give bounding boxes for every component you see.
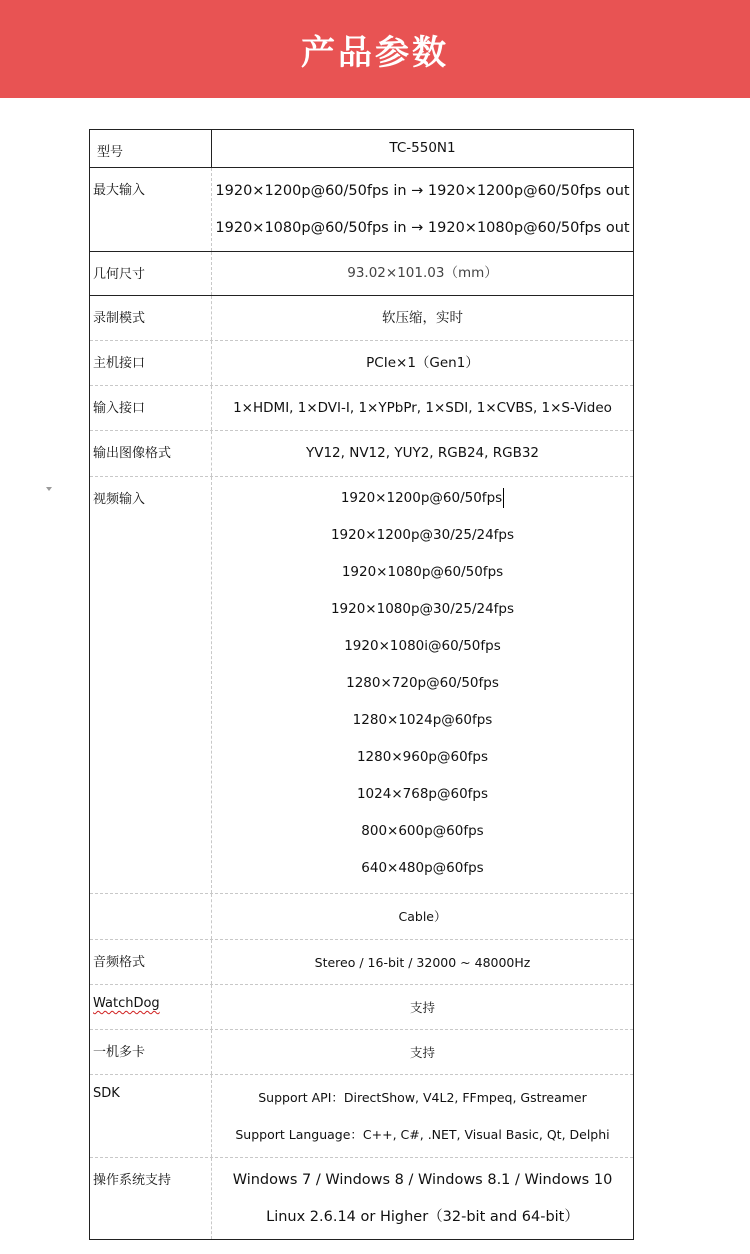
row-host-interface xyxy=(90,340,633,385)
row-value xyxy=(212,1158,633,1239)
row-value xyxy=(212,1030,633,1074)
row-label: 音频格式 xyxy=(90,940,212,984)
value-line: YV12, NV12, YUY2, RGB24, RGB32 xyxy=(305,445,540,461)
row-audio-format xyxy=(90,939,633,984)
value-line: Stereo / 16-bit / 32000 ~ 48000Hz xyxy=(314,954,531,970)
row-recording-mode xyxy=(90,295,633,340)
row-label: 输入接口 xyxy=(90,386,212,430)
row-label: 几何尺寸 xyxy=(90,252,212,295)
value-line: 1920×1080i@60/50fps xyxy=(344,638,501,654)
value-line: 支持 xyxy=(409,999,435,1015)
value-line: 1920×1080p@30/25/24fps xyxy=(330,601,515,617)
value-line: 1024×768p@60fps xyxy=(356,786,489,802)
row-label: 主机接口 xyxy=(90,341,212,385)
row-value xyxy=(212,431,633,476)
value-line: Cable） xyxy=(398,909,447,924)
row-value xyxy=(212,985,633,1029)
value-line: 1×HDMI, 1×DVI-I, 1×YPbPr, 1×SDI, 1×CVBS, 1×S-Video xyxy=(233,399,612,416)
row-multi-card xyxy=(90,1029,633,1074)
row-value xyxy=(212,341,633,385)
row-max-input xyxy=(90,167,633,251)
row-value xyxy=(212,1075,633,1157)
page-title: 产品参数 xyxy=(301,32,449,73)
row-value xyxy=(212,130,633,167)
value-line xyxy=(341,480,504,517)
row-video-input xyxy=(90,476,633,893)
spec-table xyxy=(89,129,634,1240)
row-input-interface xyxy=(90,385,633,430)
row-label: 录制模式 xyxy=(90,296,212,340)
row-value xyxy=(212,296,633,340)
row-label: 操作系统支持 xyxy=(90,1158,212,1239)
value-line: 支持 xyxy=(409,1044,435,1060)
row-model xyxy=(90,130,633,167)
value-line: 640×480p@60fps xyxy=(361,860,484,876)
value-line: 1280×1024p@60fps xyxy=(352,712,493,728)
row-label: 最大输入 xyxy=(90,168,212,251)
value-line: 1920×1200p@30/25/24fps xyxy=(330,527,515,543)
value-line: Windows 7 / Windows 8 / Windows 8.1 / Windows 10 xyxy=(232,1171,613,1188)
value-line: PCIe×1（Gen1） xyxy=(366,354,479,371)
value-line: 软压缩，实时 xyxy=(382,309,463,326)
row-value xyxy=(212,940,633,984)
value-line: TC-550N1 xyxy=(389,140,456,156)
text-cursor xyxy=(503,488,504,508)
row-value xyxy=(212,252,633,295)
value-line: 1920×1080p@60/50fps xyxy=(341,564,504,580)
row-value xyxy=(212,386,633,430)
row-value xyxy=(212,894,633,939)
row-label: SDK xyxy=(90,1075,212,1157)
header-banner xyxy=(0,0,750,98)
row-label: 型号 xyxy=(90,130,212,167)
value-line: 1920×1080p@60/50fps in → 1920×1080p@60/50fps out xyxy=(215,219,630,236)
row-label: 一机多卡 xyxy=(90,1030,212,1074)
value-line: Support Language：C++, C#, .NET, Visual Basic, Qt, Delphi xyxy=(235,1127,610,1142)
row-label: 视频输入 xyxy=(90,477,212,893)
value-line: 800×600p@60fps xyxy=(361,823,484,839)
row-output-format xyxy=(90,430,633,476)
row-value xyxy=(212,168,633,251)
value-line: 93.02×101.03（mm） xyxy=(347,265,498,281)
row-cable xyxy=(90,893,633,939)
row-watchdog xyxy=(90,984,633,1029)
row-os-support xyxy=(90,1157,633,1239)
value-line: 1280×960p@60fps xyxy=(356,749,489,765)
row-label xyxy=(90,894,212,939)
row-value xyxy=(212,477,633,893)
row-sdk xyxy=(90,1074,633,1157)
value-text: 1920×1200p@60/50fps xyxy=(340,490,503,506)
row-label: 输出图像格式 xyxy=(90,431,212,476)
caret-down-icon[interactable] xyxy=(46,487,52,491)
value-line: Linux 2.6.14 or Higher（32-bit and 64-bit） xyxy=(266,1208,579,1225)
value-line: 1280×720p@60/50fps xyxy=(346,675,499,691)
value-line: Support API：DirectShow, V4L2, FFmpeq, Gstreamer xyxy=(258,1090,587,1105)
row-label xyxy=(90,985,212,1029)
row-dimensions xyxy=(90,251,633,295)
value-line: 1920×1200p@60/50fps in → 1920×1200p@60/50fps out xyxy=(215,182,630,199)
spellcheck-word: WatchDog xyxy=(93,996,160,1011)
